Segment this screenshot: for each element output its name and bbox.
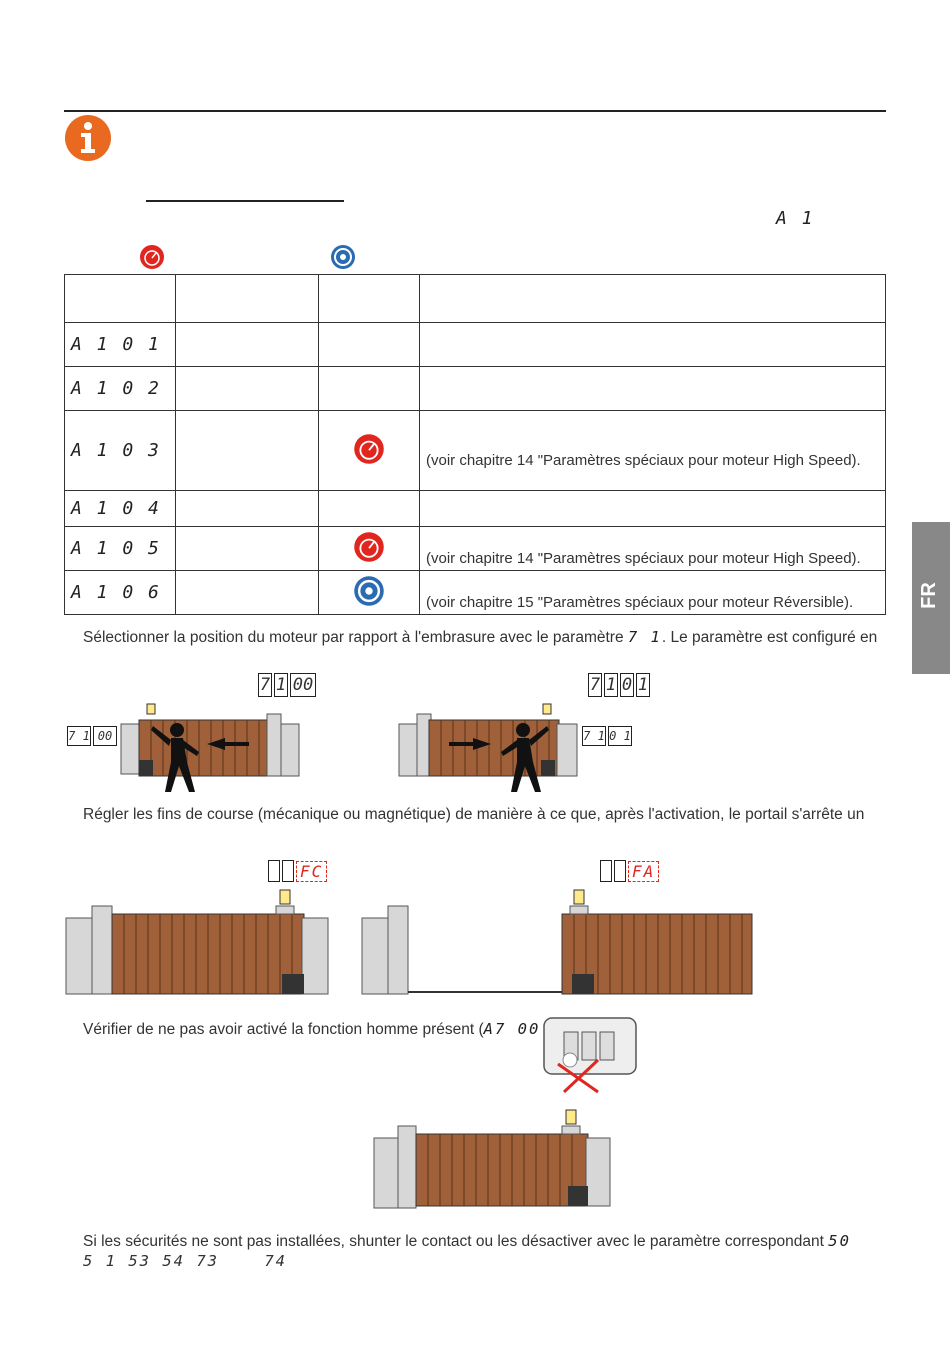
rapid-speedometer-icon <box>353 433 385 465</box>
table-row <box>65 571 886 615</box>
param-code: A 1 0 3 <box>65 411 176 491</box>
param-code: 7 1 <box>627 628 662 646</box>
display-71-01 <box>588 673 650 697</box>
display-small-71-00 <box>67 726 117 746</box>
title-underline <box>146 200 344 202</box>
header-rule <box>64 110 886 112</box>
fa-label: FA <box>628 861 659 882</box>
param-code: A 1 0 1 <box>65 323 176 367</box>
display-digit: 7 <box>589 675 601 695</box>
gate-illustration-bottom <box>372 1108 614 1212</box>
paragraph-limit-switch: Régler les fins de course (mécanique ou magnétique) de manière à ce que, après l'activation, le portail s'arrête un <box>83 806 865 823</box>
paragraph-text: Vérifier de ne pas avoir activé la fonction homme présent ( <box>83 1021 484 1038</box>
param-code: A 1 0 6 <box>65 571 176 615</box>
display-digit: 1 <box>605 675 617 695</box>
rapid-speedometer-icon <box>353 531 385 563</box>
row-note: (voir chapitre 14 "Paramètres spéciaux pour moteur High Speed). <box>426 550 861 567</box>
table-row <box>65 411 886 491</box>
gate-open-illustration <box>360 884 756 998</box>
table-row <box>65 323 886 367</box>
table-row <box>65 491 886 527</box>
row-note: (voir chapitre 14 "Paramètres spéciaux pour moteur High Speed). <box>426 452 861 469</box>
display-digit: 7 1 <box>582 726 606 746</box>
reversible-motor-icon <box>353 575 385 607</box>
param-code: 5 1 53 54 73 <box>83 1252 219 1270</box>
display-digit: 1 <box>275 675 287 695</box>
row-note: (voir chapitre 15 "Paramètres spéciaux pour moteur Réversible). <box>426 594 854 611</box>
display-71-00 <box>258 673 316 697</box>
display-fc <box>268 860 327 882</box>
paragraph-safety-codes <box>83 1252 287 1270</box>
param-code: 74 <box>264 1252 287 1270</box>
fc-label: FC <box>296 861 327 882</box>
language-tab <box>912 522 950 674</box>
param-code: A 1 0 5 <box>65 527 176 571</box>
button-panel-crossed-icon <box>540 1014 640 1096</box>
display-small-71-01 <box>582 726 632 746</box>
info-icon <box>64 114 112 162</box>
paragraph-text: . Le paramètre est configuré en <box>661 629 878 646</box>
reversible-motor-icon <box>330 244 356 270</box>
paragraph-motor-position <box>83 628 877 647</box>
display-digit: 00 <box>290 673 316 697</box>
gate-illustration-left-motor <box>115 700 305 800</box>
gate-closed-illustration <box>64 884 332 998</box>
display-digit: 00 <box>93 726 117 746</box>
paragraph-safety <box>83 1232 851 1251</box>
parameter-table <box>64 274 886 615</box>
table-row <box>65 527 886 571</box>
display-fa <box>600 860 659 882</box>
language-tab-label: FR <box>917 582 940 609</box>
display-digit: 7 <box>259 675 271 695</box>
table-header-row <box>65 275 886 323</box>
paragraph-text: Sélectionner la position du moteur par rapport à l'embrasure avec le paramètre <box>83 629 628 646</box>
param-code: A 1 0 4 <box>65 491 176 527</box>
param-code: A7 00 <box>483 1020 541 1038</box>
param-code: A 1 0 2 <box>65 367 176 411</box>
display-digit: 1 <box>637 675 649 695</box>
display-digit: 0 <box>621 675 633 695</box>
gate-illustration-right-motor <box>395 700 585 800</box>
paragraph-text: Si les sécurités ne sont pas installées, shunter le contact ou les désactiver avec le paramètre correspondant <box>83 1233 829 1250</box>
rapid-speedometer-icon <box>139 244 165 270</box>
param-a1-label: A 1 <box>776 208 815 229</box>
paragraph-dead-man <box>83 1020 540 1039</box>
display-digit: 0 1 <box>608 726 632 746</box>
display-digit: 7 1 <box>67 726 91 746</box>
param-code: 50 <box>828 1232 851 1250</box>
table-row <box>65 367 886 411</box>
